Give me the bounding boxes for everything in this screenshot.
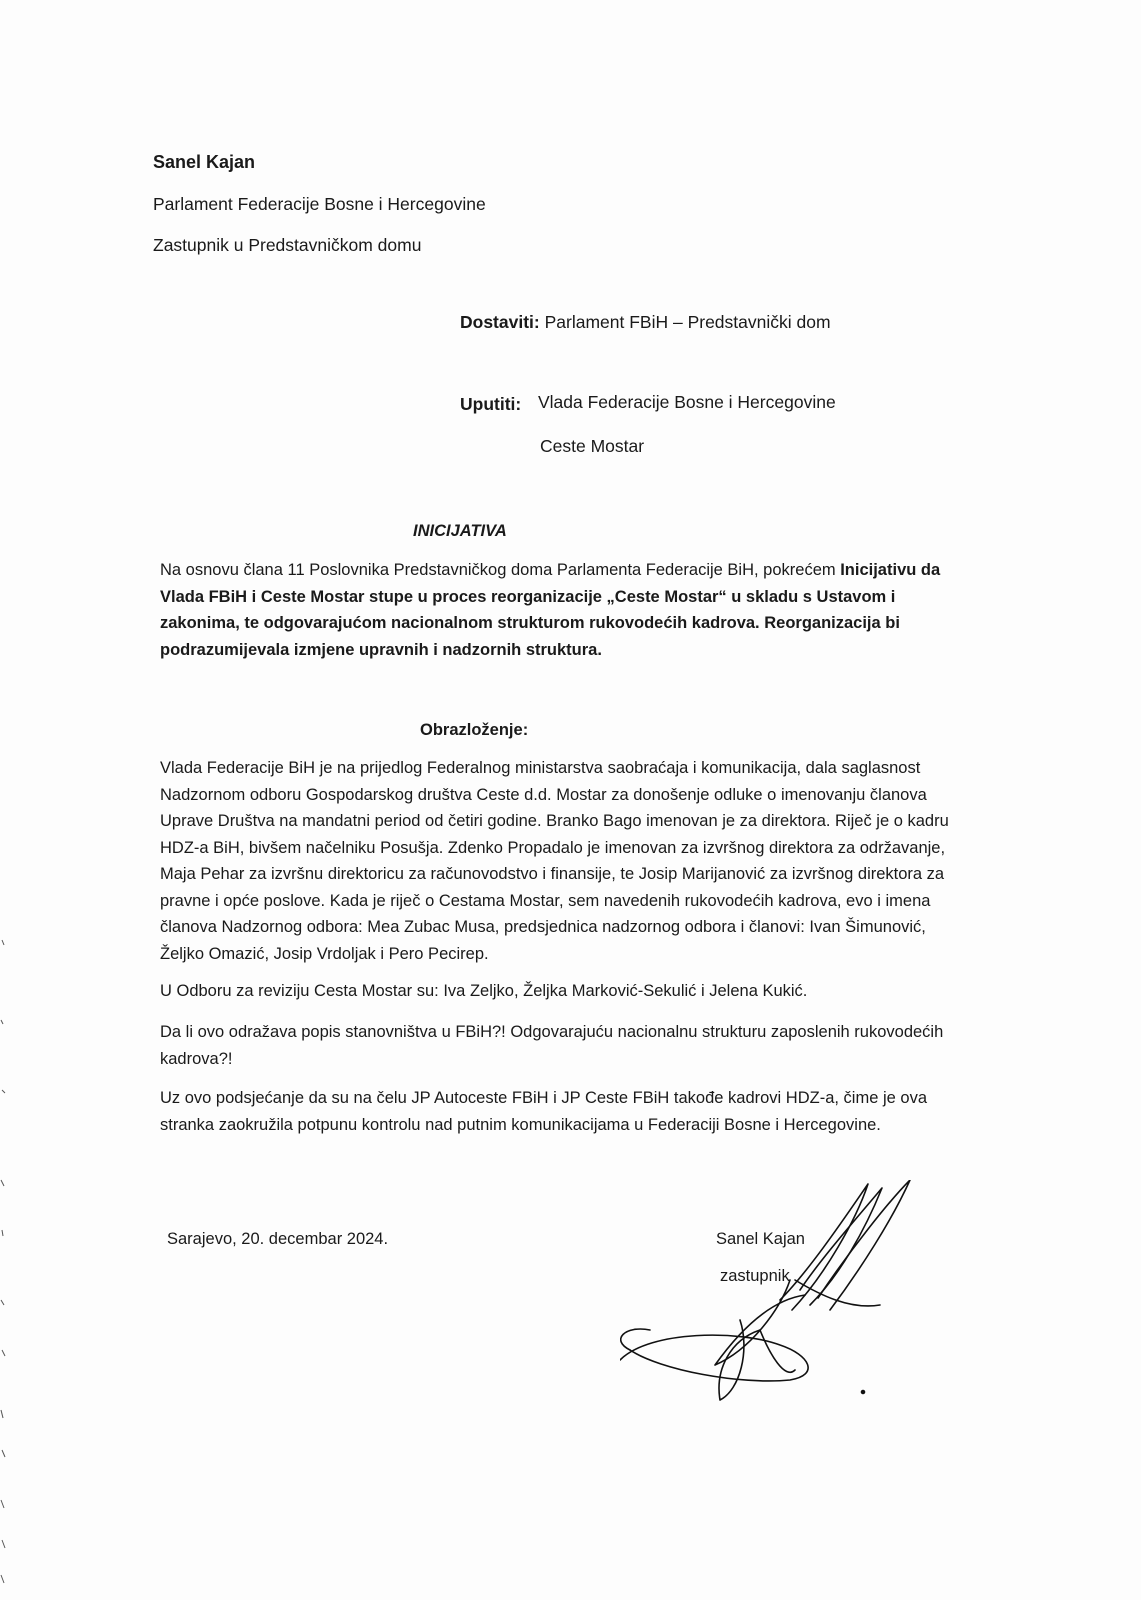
sender-role: Zastupnik u Predstavničkom domu xyxy=(153,235,422,255)
sender-organization: Parlament Federacije Bosne i Hercegovine xyxy=(153,194,486,214)
sender-name: Sanel Kajan xyxy=(153,152,256,172)
handwritten-signature xyxy=(620,1180,940,1410)
direct-recipient: Ceste Mostar xyxy=(540,436,645,456)
signatory-name: Sanel Kajan xyxy=(716,1230,805,1248)
deliver-value: Parlament FBiH – Predstavnički dom xyxy=(544,312,831,332)
initiative-statement: Inicijativu da Vlada FBiH i Ceste Mostar stupe u proces reorganizacije „Ceste Mostar“ u skladu s Ustavom i zakonima, te odgovarajućom nacionalnom strukturom rukovodećih kadrova. Reorganizacija bi podrazumijevala izmjene upravnih i nadzornih struktura. xyxy=(160,561,941,659)
scan-edge-artifact xyxy=(0,0,8,1600)
initiative-intro: Na osnovu člana 11 Poslovnika Predstavničkog doma Parlamenta Federacije BiH, pokrećem xyxy=(160,561,836,579)
initiative-body xyxy=(160,557,960,663)
signatory-role: zastupnik xyxy=(720,1267,790,1285)
reasoning-title: Obrazloženje: xyxy=(420,721,529,739)
deliver-label: Dostaviti: xyxy=(460,312,540,332)
place-date: Sarajevo, 20. decembar 2024. xyxy=(167,1230,389,1248)
direct-recipient: Vlada Federacije Bosne i Hercegovine xyxy=(538,392,836,412)
reasoning-paragraph: Da li ovo odražava popis stanovništva u FBiH?! Odgovarajuću nacionalnu strukturu zaposlenih rukovodećih kadrova?! xyxy=(160,1023,944,1068)
deliver-line xyxy=(460,312,831,333)
reasoning-paragraph: Uz ovo podsjećanje da su na čelu JP Autoceste FBiH i JP Ceste FBiH takođe kadrovi HDZ-a, čime je ova stranka zaokružila potpunu kontrolu nad putnim komunikacijama u Federaciji Bosne i Hercegovine. xyxy=(160,1089,928,1134)
direct-label: Uputiti: xyxy=(460,394,522,414)
reasoning-paragraph: U Odboru za reviziju Cesta Mostar su: Iva Zeljko, Željka Marković-Sekulić i Jelena Kukić. xyxy=(160,982,808,1000)
reasoning-paragraph: Vlada Federacije BiH je na prijedlog Federalnog ministarstva saobraćaja i komunikacija, dala saglasnost Nadzornom odboru Gospodarskog društva Ceste d.d. Mostar za donošenje odluke o imenovanju članova Uprave Društva na mandatni period od četiri godine. Branko Bago imenovan je za direktora. Riječ je o kadru HDZ-a BiH, bivšem načelniku Posušja. Zdenko Propadalo je imenovan za izvršnog direktora za održavanje, Maja Pehar za izvršnu direktoricu za računovodstvo i finansije, te Josip Marijanović za izvršnog direktora za pravne i opće poslove. Kada je riječ o Cestama Mostar, sem navedenih rukovodećih kadrova, evo i imena članova Nadzornog odbora: Mea Zubac Musa, predsjednica nadzornog odbora i članovi: Ivan Šimunović, Željko Omazić, Josip Vrdoljak i Pero Pecirep. xyxy=(160,759,949,963)
initiative-title: INICIJATIVA xyxy=(413,522,507,540)
